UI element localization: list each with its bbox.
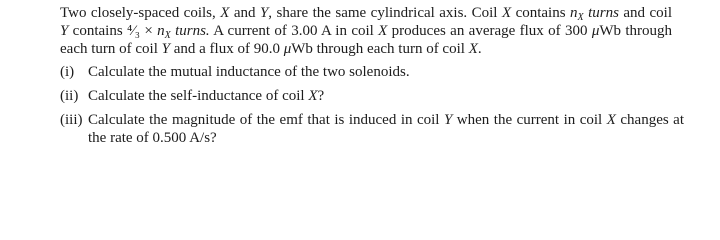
- problem-statement: [60, 4, 672, 58]
- var-y: Y: [259, 5, 269, 21]
- text-turns: turns.: [170, 23, 210, 39]
- question-number: (ii): [60, 88, 79, 104]
- text: Two closely-spaced coils,: [60, 5, 221, 21]
- mu-symbol: μ: [591, 23, 600, 39]
- question-item: [60, 87, 684, 105]
- text: and coil: [618, 5, 673, 21]
- times-sign: ×: [139, 23, 158, 39]
- var-n: n: [570, 5, 578, 21]
- var-x: X: [308, 88, 318, 104]
- text: when the current in coil: [452, 112, 607, 128]
- text: produces an average flux of 300: [387, 23, 592, 39]
- var-x: X: [468, 41, 478, 57]
- text: ?: [317, 88, 325, 104]
- text: changes at the rate of 0.500 A/s?: [88, 112, 685, 146]
- text: contains: [68, 23, 128, 39]
- question-number: (iii): [60, 112, 83, 128]
- question-item: [60, 63, 684, 81]
- var-n: n: [157, 23, 165, 39]
- question-text: Calculate the mutual inductance of the two solenoids.: [88, 64, 410, 80]
- text: Wb through each turn of coil: [291, 41, 469, 57]
- var-y: Y: [443, 112, 453, 128]
- question-number: (i): [60, 64, 75, 80]
- text: , share the same cylindrical axis. Coil: [268, 5, 502, 21]
- question-list: [60, 63, 684, 147]
- var-x: X: [501, 5, 512, 21]
- var-x: X: [220, 5, 230, 21]
- fraction-four-thirds: ⁴⁄₃: [127, 23, 140, 39]
- var-x: X: [378, 23, 388, 39]
- var-x: X: [606, 112, 616, 128]
- text: Calculate the magnitude of the emf that is induced in coil: [88, 112, 444, 128]
- subscript-x: X: [164, 30, 171, 41]
- text: .: [477, 41, 482, 57]
- text-turns: turns: [583, 5, 619, 21]
- text: A current of 3.00 A in coil: [209, 23, 379, 39]
- subscript-x: X: [577, 12, 584, 23]
- mu-symbol: μ: [283, 41, 292, 57]
- question-text: [88, 87, 684, 105]
- var-y: Y: [161, 41, 170, 57]
- question-text: [88, 111, 684, 147]
- text: contains: [511, 5, 571, 21]
- text: Wb through each turn of coil: [60, 23, 673, 57]
- text: Calculate the self-inductance of coil: [88, 88, 309, 104]
- var-y: Y: [60, 23, 69, 39]
- text: and: [229, 5, 260, 21]
- question-item: [60, 111, 684, 147]
- text: and a flux of 90.0: [169, 41, 284, 57]
